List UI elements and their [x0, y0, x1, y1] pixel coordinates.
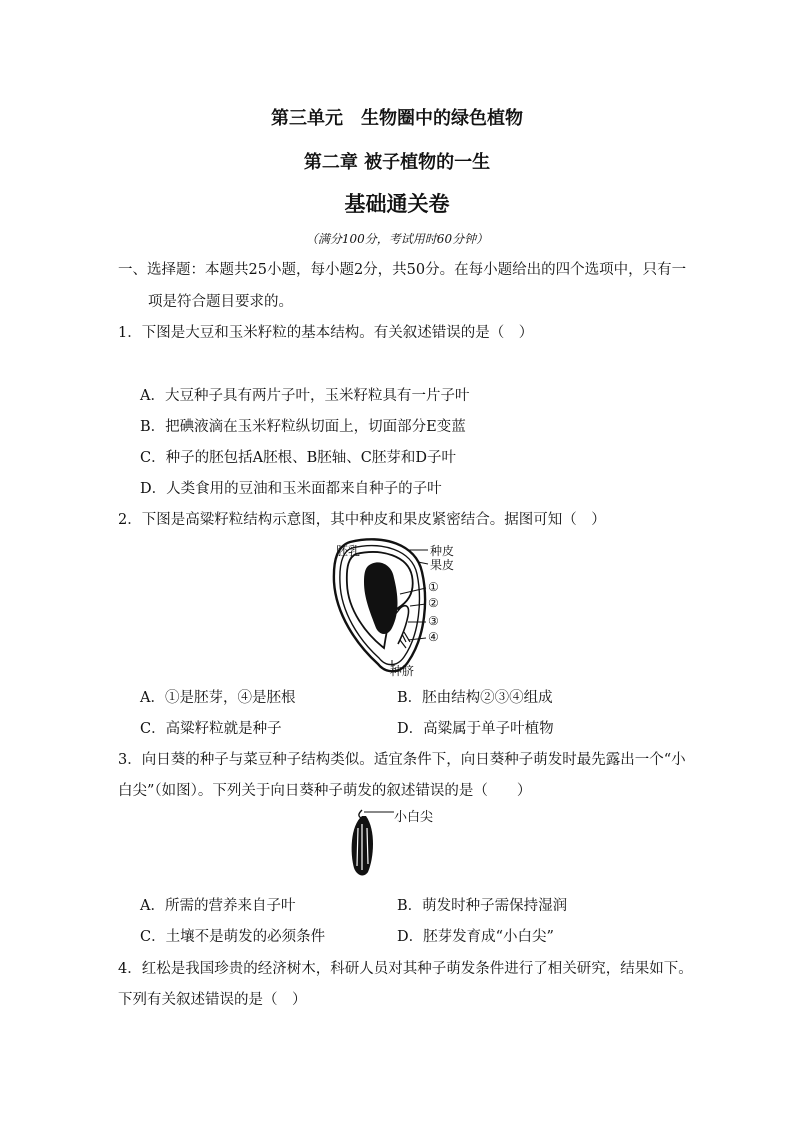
q1-option-b: B．把碘液滴在玉米籽粒纵切面上，切面部分E变蓝 — [140, 419, 466, 435]
q1-option-a: A．大豆种子具有两片子叶，玉米籽粒具有一片子叶 — [140, 388, 470, 404]
label-n2: ② — [428, 596, 439, 610]
label-hilum: 种脐 — [390, 664, 415, 678]
q3-option-c: C．土壤不是萌发的必须条件 — [140, 929, 326, 945]
q2-option-a: A．①是胚芽，④是胚根 — [140, 690, 296, 706]
q2-stem: 2．下图是高粱籽粒结构示意图，其中种皮和果皮紧密结合。据图可知（ ） — [118, 512, 606, 528]
sorghum-grain-figure — [328, 536, 464, 678]
q3-option-d: D．胚芽发育成“小白尖” — [397, 929, 554, 945]
label-n1: ① — [428, 580, 439, 594]
q1-option-d: D．人类食用的豆油和玉米面都来自种子的子叶 — [140, 481, 442, 497]
q1-stem: 1．下图是大豆和玉米籽粒的基本结构。有关叙述错误的是（ ） — [118, 325, 534, 341]
label-endosperm: 胚乳 — [336, 544, 361, 558]
unit-title: 第三单元 生物圈中的绿色植物 — [271, 108, 523, 129]
section-line-1: 一、选择题：本题共25小题，每小题2分，共50分。在每小题给出的四个选项中，只有一 — [118, 262, 687, 278]
sunflower-seed-figure — [348, 806, 448, 882]
q3-option-b: B．萌发时种子需保持湿润 — [397, 898, 568, 914]
label-little-white-tip: 小白尖 — [394, 810, 434, 825]
q2-option-b: B．胚由结构②③④组成 — [397, 690, 553, 706]
q4-stem-line-2: 下列有关叙述错误的是（ ） — [118, 992, 307, 1008]
q2-option-d: D．高粱属于单子叶植物 — [397, 721, 554, 737]
exam-note: （满分100分，考试用时60分钟） — [305, 232, 489, 246]
label-n3: ③ — [428, 614, 439, 628]
volume-title: 基础通关卷 — [344, 192, 450, 216]
label-seed-coat: 种皮 — [430, 544, 455, 558]
label-pericarp: 果皮 — [430, 558, 455, 572]
q3-option-a: A．所需的营养来自子叶 — [140, 898, 296, 914]
chapter-title: 第二章 被子植物的一生 — [303, 152, 491, 173]
q1-option-c: C．种子的胚包括A胚根、B胚轴、C胚芽和D子叶 — [140, 450, 456, 466]
q3-stem-line-1: 3．向日葵的种子与菜豆种子结构类似。适宜条件下，向日葵种子萌发时最先露出一个“小 — [118, 752, 686, 768]
q4-stem-line-1: 4．红松是我国珍贵的经济树木，科研人员对其种子萌发条件进行了相关研究，结果如下。 — [118, 961, 693, 977]
section-line-2: 项是符合题目要求的。 — [148, 294, 293, 310]
q3-stem-line-2: 白尖”（如图）。下列关于向日葵种子萌发的叙述错误的是（ ） — [118, 783, 532, 799]
label-n4: ④ — [428, 630, 439, 644]
q2-option-c: C．高粱籽粒就是种子 — [140, 721, 282, 737]
